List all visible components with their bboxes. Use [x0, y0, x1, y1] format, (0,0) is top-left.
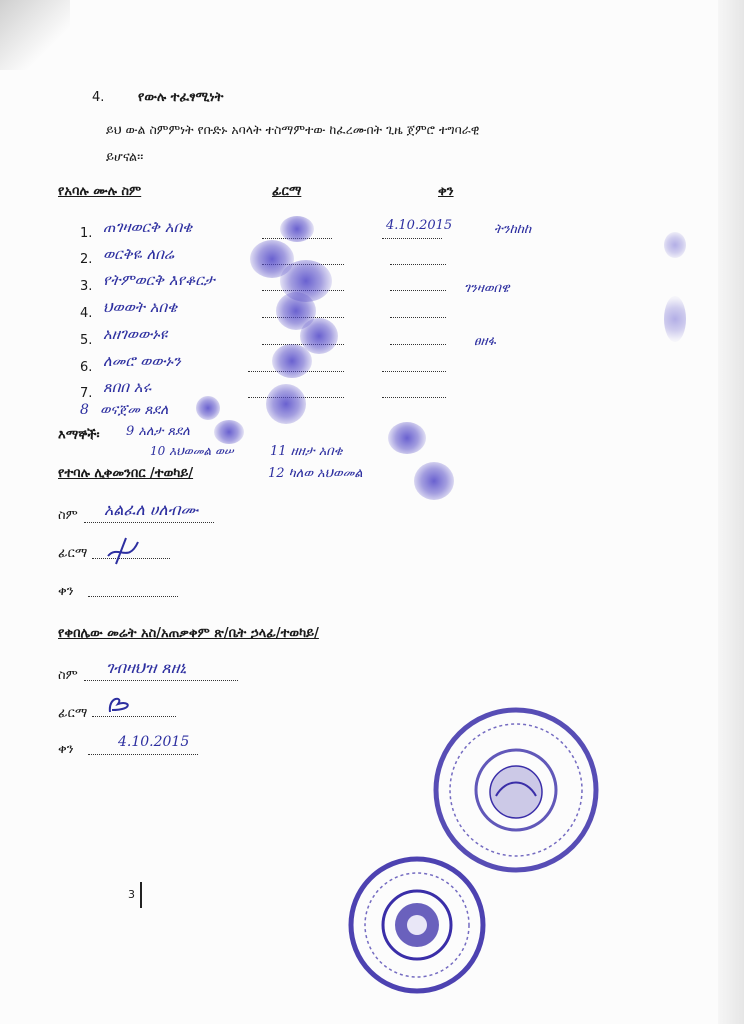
member-note: ገንዛወበዌ [464, 281, 510, 296]
chairman-date-line [88, 596, 178, 597]
chairman-name-label: ስም [58, 508, 78, 523]
witness-entry: 11 ዘዘታ አበቄ [270, 444, 343, 459]
row-number: 8 [80, 402, 89, 418]
member-name: ለመሮ ወውኑን [103, 352, 181, 370]
member-name: ጸበበ አሩ [103, 378, 152, 396]
fingerprint [414, 462, 454, 500]
office-name-line [84, 680, 238, 681]
date-line [382, 238, 442, 239]
row-number: 2. [80, 252, 93, 267]
chairman-signature-label: ፊርማ [58, 546, 88, 561]
row-number: 3. [80, 279, 93, 294]
member-name: ወርቅዬ ለበሬ [103, 245, 174, 263]
chairman-signature [104, 534, 144, 568]
page-number: 3 [128, 888, 135, 901]
member-name: ጠገዛወርቅ አበቄ [103, 218, 193, 236]
office-heading: የቀበሌው መሬት አስ/አጠቃቀም ጽ/ቤት ኃላፊ/ተወካይ/ [58, 626, 319, 641]
chairman-name-line [84, 522, 214, 523]
member-date: 4.10.2015 [386, 218, 453, 233]
member-name: አዘገወውኑዩ [103, 325, 168, 343]
page-number-bar [140, 882, 142, 908]
row-number: 7. [80, 386, 93, 401]
office-date-line [88, 754, 198, 755]
section-body-line2: ይሆናል፡፡ [106, 150, 144, 165]
official-stamp-lower [344, 852, 490, 998]
fingerprint-faint [664, 296, 686, 342]
fingerprint [196, 396, 220, 420]
member-note: ፀዘፋ [474, 334, 496, 349]
col-date-heading: ቀን [438, 184, 454, 199]
fingerprint [214, 420, 244, 444]
date-line [382, 397, 446, 398]
office-date: 4.10.2015 [118, 734, 190, 750]
office-name: ገብዛህዝ ጸዘኒ [106, 658, 187, 677]
fingerprint-faint [664, 232, 686, 258]
chairman-name: አልፈለ ሀለብሙ [104, 500, 199, 519]
section-body-line1: ይህ ውል ስምምነት የቡድኑ አባላት ተስማምተው ከፈረሙበት ጊዜ ጀምሮ ተግባራዊ [106, 122, 480, 137]
section-number: 4. [92, 90, 105, 105]
witnesses-label: እማኞች፡ [58, 428, 100, 443]
fingerprint [388, 422, 426, 454]
witness-entry: 9 አለታ ጸደለ [126, 424, 190, 439]
office-date-label: ቀን [58, 742, 74, 757]
col-name-heading: የአባሉ ሙሉ ስም [58, 184, 142, 199]
member-note: ትንከከከ [494, 222, 532, 237]
office-name-label: ስም [58, 668, 78, 683]
witness-entry: 10 እህወመል ወሠ [150, 444, 234, 458]
witness-entry: 12 ካለወ አህወመል [268, 466, 363, 481]
col-signature-heading: ፊርማ [272, 184, 302, 199]
member-name: ህወወት አበቄ [103, 298, 178, 316]
scan-shadow [0, 0, 70, 70]
row-number: 5. [80, 333, 93, 348]
date-line [390, 264, 446, 265]
office-signature [104, 692, 142, 718]
member-name: ወናጀመ ጸደለ [100, 402, 169, 418]
row-number: 4. [80, 306, 93, 321]
scan-edge [718, 0, 744, 1024]
member-name: የትምወርቅ እየቆርታ [103, 271, 215, 289]
chairman-date-label: ቀን [58, 584, 74, 599]
fingerprint [266, 384, 306, 424]
date-line [390, 344, 446, 345]
section-title: የውሉ ተፈፃሚነት [138, 90, 224, 105]
fingerprint [280, 216, 314, 242]
fingerprint [272, 344, 312, 378]
row-number: 6. [80, 360, 93, 375]
office-signature-label: ፊርማ [58, 706, 88, 721]
row-number: 1. [80, 226, 93, 241]
chairman-heading: የተባሉ ሊቀመንበር /ተወካይ/ [58, 466, 194, 481]
date-line [390, 290, 446, 291]
date-line [382, 371, 446, 372]
date-line [390, 317, 446, 318]
